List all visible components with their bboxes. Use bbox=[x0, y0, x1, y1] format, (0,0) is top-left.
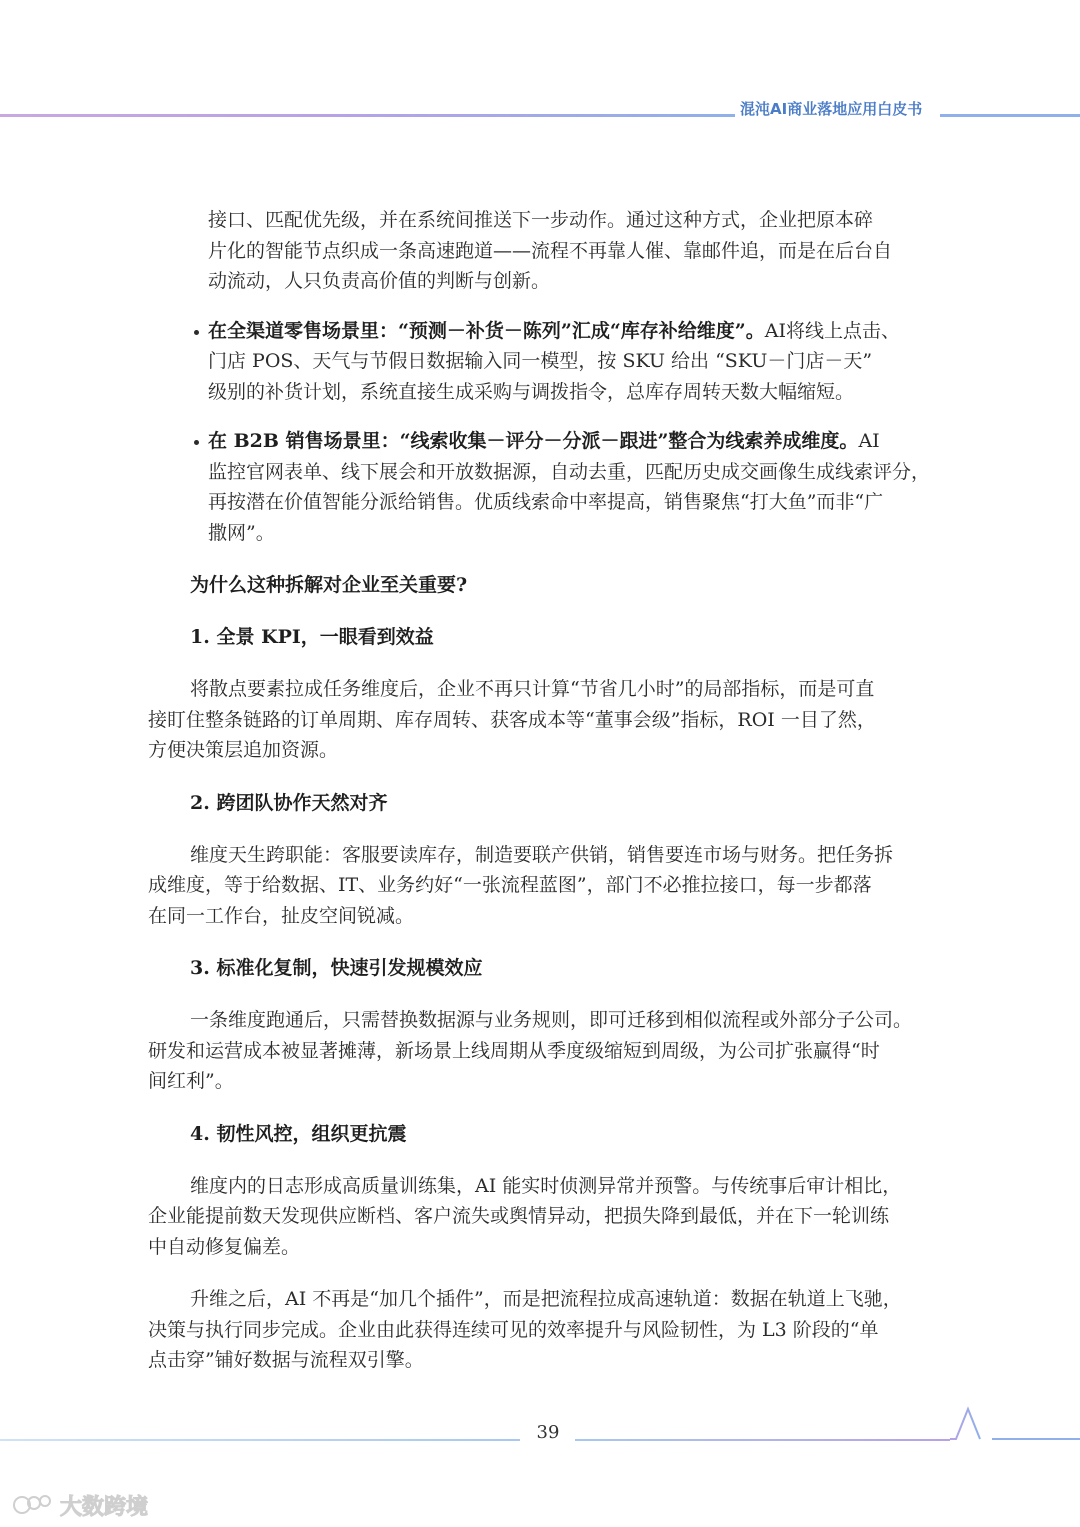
text-line: 片化的智能节点织成一条高速跑道——流程不再靠人催、靠邮件追，而是在后台自 bbox=[208, 239, 893, 262]
section-heading-2: 2. 跨团队协作天然对齐 bbox=[190, 791, 388, 814]
ai-logo-icon bbox=[946, 1405, 1080, 1445]
section-body-1 bbox=[148, 674, 938, 766]
section-heading-4: 4. 韧性风控，组织更抗震 bbox=[190, 1122, 407, 1145]
text-line: 级别的补货计划，系统直接生成采购与调拨指令，总库存周转天数大幅缩短。 bbox=[208, 380, 855, 403]
text-line: 决策与执行同步完成。企业由此获得连续可见的效率提升与风险韧性，为 L3 阶段的“单 bbox=[148, 1318, 879, 1341]
bullet-dot-icon bbox=[194, 440, 199, 445]
text-line: 成维度，等于给数据、IT、业务约好“一张流程蓝图”，部门不必推拉接口，每一步都落 bbox=[148, 874, 872, 896]
text-line: 点击穿”铺好数据与流程双引擎。 bbox=[148, 1349, 424, 1371]
bullet-lead: 在全渠道零售场景里：“预测－补货－陈列”汇成“库存补给维度”。 bbox=[208, 319, 765, 342]
text-line: 间红利”。 bbox=[148, 1070, 234, 1092]
text-line: 维度内的日志形成高质量训练集，AI 能实时侦测异常并预警。与传统事后审计相比， bbox=[190, 1174, 902, 1197]
bullet-lead: 在 B2B 销售场景里：“线索收集－评分－分派－跟进”整合为线索养成维度。 bbox=[208, 430, 859, 452]
text-line: 将散点要素拉成任务维度后，企业不再只计算“节省几小时”的局部指标，而是可直 bbox=[190, 678, 875, 700]
text-line: 一条维度跑通后，只需替换数据源与业务规则，即可迁移到相似流程或外部分子公司。 bbox=[190, 1009, 913, 1031]
text-line: 升维之后，AI 不再是“加几个插件”，而是把流程拉成高速轨道：数据在轨道上飞驰， bbox=[190, 1288, 902, 1310]
header-title: 混沌AI商业落地应用白皮书 bbox=[740, 100, 923, 118]
text-line: 接口、匹配优先级，并在系统间推送下一步动作。通过这种方式，企业把原本碎 bbox=[208, 209, 874, 231]
text-line: 中自动修复偏差。 bbox=[148, 1235, 301, 1258]
section-heading-1: 1. 全景 KPI，一眼看到效益 bbox=[190, 626, 434, 648]
section-heading-3: 3. 标准化复制，快速引发规模效应 bbox=[190, 957, 483, 979]
watermark-text: 大数跨境 bbox=[60, 1494, 149, 1520]
section-body-3 bbox=[148, 1005, 938, 1097]
text-line: 监控官网表单、线下展会和开放数据源，自动去重，匹配历史成交画像生成线索评分， bbox=[208, 460, 931, 483]
section-body-4 bbox=[148, 1171, 938, 1263]
text-line: 方便决策层追加资源。 bbox=[148, 739, 339, 761]
bullet-item-b2b bbox=[148, 426, 938, 548]
text-line: 门店 POS、天气与节假日数据输入同一模型，按 SKU 给出 “SKU－门店－天” bbox=[208, 350, 873, 372]
bullet-item-retail bbox=[148, 316, 938, 408]
text-line bbox=[208, 316, 938, 347]
text-line: 再按潜在价值智能分派给销售。优质线索命中率提高，销售聚焦“打大鱼”而非“广 bbox=[208, 491, 884, 513]
page-number: 39 bbox=[536, 1422, 560, 1443]
text-line: 维度天生跨职能：客服要读库存，制造要联产供销，销售要连市场与财务。把任务拆 bbox=[190, 843, 894, 866]
closing-paragraph bbox=[148, 1284, 938, 1376]
header-divider bbox=[0, 114, 735, 117]
text-line: 在同一工作台，扯皮空间锐减。 bbox=[148, 904, 415, 927]
bullet-dot-icon bbox=[194, 330, 199, 335]
text-line: 研发和运营成本被显著摊薄，新场景上线周期从季度级缩短到周级，为公司扩张赢得“时 bbox=[148, 1039, 880, 1062]
watermark-logo-icon bbox=[12, 1493, 56, 1517]
watermark bbox=[12, 1490, 162, 1520]
text-line: 接盯住整条链路的订单周期、库存周转、获客成本等“董事会级”指标，ROI 一目了然， bbox=[148, 708, 876, 731]
bullet-lead-rest: AI bbox=[858, 430, 880, 452]
footer-divider-right bbox=[575, 1439, 950, 1441]
intro-paragraph bbox=[148, 205, 938, 297]
bullet-lead-rest: AI将线上点击、 bbox=[764, 319, 900, 342]
text-line: 撒网”。 bbox=[208, 521, 275, 544]
header-divider-right bbox=[940, 114, 1080, 117]
text-line bbox=[208, 426, 938, 457]
text-line: 企业能提前数天发现供应断档、客户流失或舆情异动，把损失降到最低，并在下一轮训练 bbox=[148, 1205, 890, 1227]
footer-divider-left bbox=[0, 1439, 520, 1441]
text-line: 动流动，人只负责高价值的判断与创新。 bbox=[208, 270, 551, 292]
page-content bbox=[148, 205, 938, 1376]
question-heading: 为什么这种拆解对企业至关重要? bbox=[190, 574, 468, 596]
section-body-2 bbox=[148, 840, 938, 932]
